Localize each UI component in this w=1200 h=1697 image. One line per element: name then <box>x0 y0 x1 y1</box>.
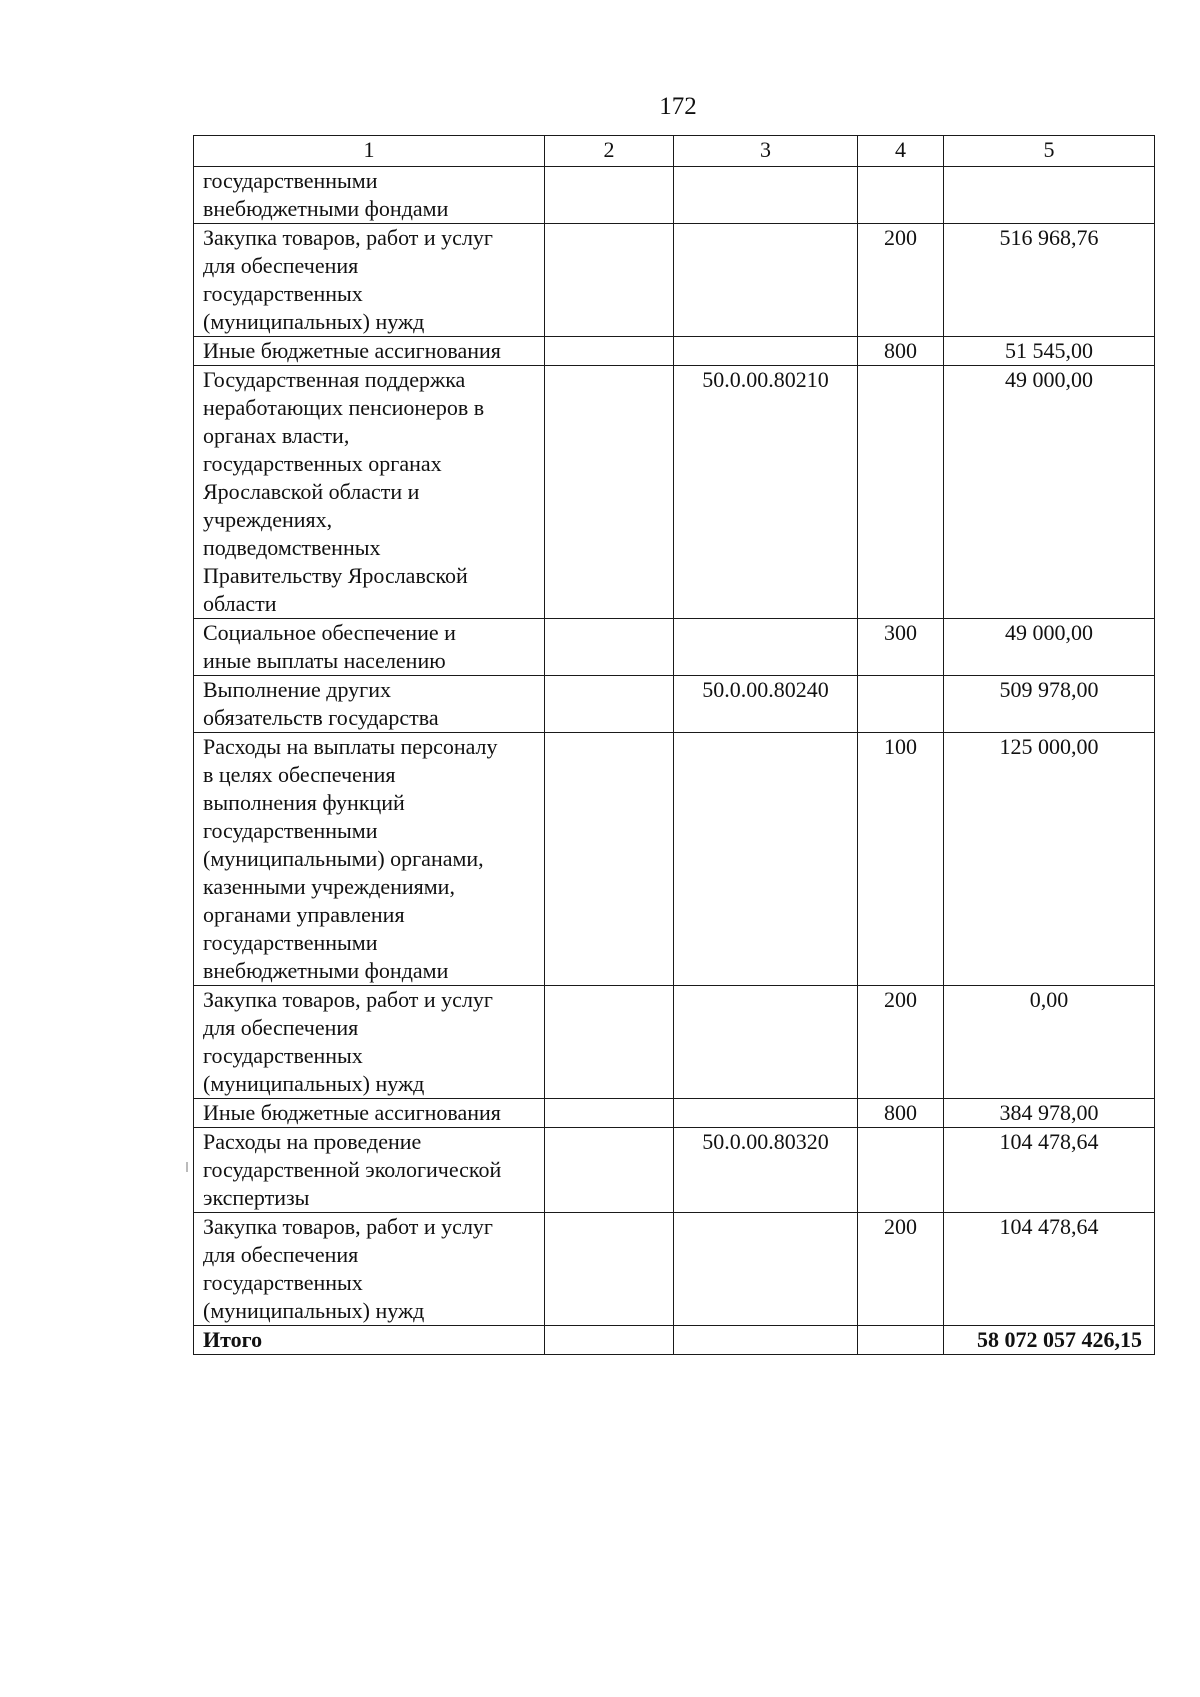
table-row <box>194 676 1155 733</box>
row-code-cell <box>674 986 858 1099</box>
row-amount-cell: 384 978,00 <box>944 1099 1155 1128</box>
total-row <box>194 1326 1155 1355</box>
row-code-cell <box>674 224 858 337</box>
table-body <box>194 167 1155 1326</box>
row-amount-cell: 125 000,00 <box>944 733 1155 986</box>
row-col2-cell <box>545 337 674 366</box>
row-code-cell <box>674 733 858 986</box>
row-type-cell: 200 <box>858 224 944 337</box>
total-cell-col4 <box>858 1326 944 1355</box>
row-col2-cell <box>545 167 674 224</box>
row-col2-cell <box>545 366 674 619</box>
row-col2-cell <box>545 676 674 733</box>
row-type-cell: 200 <box>858 1213 944 1326</box>
table-row <box>194 1213 1155 1326</box>
row-name-cell: Закупка товаров, работ и услуг для обеспечения государственных (муниципальных) нужд <box>194 1213 545 1326</box>
row-name-cell: Закупка товаров, работ и услуг для обеспечения государственных (муниципальных) нужд <box>194 986 545 1099</box>
page-number: 172 <box>659 93 697 120</box>
row-type-cell <box>858 1128 944 1213</box>
column-header-5: 5 <box>944 136 1155 167</box>
row-amount-cell: 516 968,76 <box>944 224 1155 337</box>
row-name-cell: Расходы на проведение государственной экологической экспертизы <box>194 1128 545 1213</box>
row-name-cell: Закупка товаров, работ и услуг для обеспечения государственных (муниципальных) нужд <box>194 224 545 337</box>
row-col2-cell <box>545 986 674 1099</box>
row-col2-cell <box>545 224 674 337</box>
table-row <box>194 224 1155 337</box>
row-type-cell <box>858 366 944 619</box>
row-amount-cell: 0,00 <box>944 986 1155 1099</box>
table-row <box>194 167 1155 224</box>
row-name-cell: Расходы на выплаты персоналу в целях обеспечения выполнения функций государственными (муниципальными) органами, казенными учреждениями, органами управления государственными внебюджетными фондами <box>194 733 545 986</box>
row-amount-cell: 51 545,00 <box>944 337 1155 366</box>
column-header-2: 2 <box>545 136 674 167</box>
row-code-cell <box>674 1099 858 1128</box>
row-col2-cell <box>545 1213 674 1326</box>
total-amount: 58 072 057 426,15 <box>944 1326 1155 1355</box>
total-cell-col2 <box>545 1326 674 1355</box>
row-code-cell: 50.0.00.80320 <box>674 1128 858 1213</box>
row-code-cell <box>674 1213 858 1326</box>
row-amount-cell: 104 478,64 <box>944 1213 1155 1326</box>
row-code-cell <box>674 337 858 366</box>
table-row <box>194 1128 1155 1213</box>
row-col2-cell <box>545 1128 674 1213</box>
scan-margin-mark <box>186 1162 188 1172</box>
row-type-cell <box>858 167 944 224</box>
table-row <box>194 986 1155 1099</box>
row-type-cell: 800 <box>858 1099 944 1128</box>
row-amount-cell <box>944 167 1155 224</box>
row-amount-cell: 49 000,00 <box>944 366 1155 619</box>
row-name-cell: Государственная поддержка неработающих пенсионеров в органах власти, государственных органах Ярославской области и учреждениях, подведомственных Правительству Ярославской области <box>194 366 545 619</box>
row-name-cell: Социальное обеспечение и иные выплаты населению <box>194 619 545 676</box>
table-row <box>194 366 1155 619</box>
row-col2-cell <box>545 733 674 986</box>
column-header-1: 1 <box>194 136 545 167</box>
table-row <box>194 619 1155 676</box>
row-type-cell: 100 <box>858 733 944 986</box>
column-header-3: 3 <box>674 136 858 167</box>
row-type-cell: 800 <box>858 337 944 366</box>
row-name-cell: Иные бюджетные ассигнования <box>194 337 545 366</box>
column-header-4: 4 <box>858 136 944 167</box>
table-row <box>194 337 1155 366</box>
row-type-cell: 200 <box>858 986 944 1099</box>
row-code-cell <box>674 167 858 224</box>
row-col2-cell <box>545 619 674 676</box>
budget-table <box>193 135 1155 1355</box>
row-type-cell: 300 <box>858 619 944 676</box>
row-amount-cell: 509 978,00 <box>944 676 1155 733</box>
row-col2-cell <box>545 1099 674 1128</box>
total-cell-col3 <box>674 1326 858 1355</box>
table-row <box>194 733 1155 986</box>
row-code-cell: 50.0.00.80240 <box>674 676 858 733</box>
header-row <box>194 136 1155 167</box>
row-type-cell <box>858 676 944 733</box>
row-name-cell: Иные бюджетные ассигнования <box>194 1099 545 1128</box>
table-row <box>194 1099 1155 1128</box>
row-code-cell: 50.0.00.80210 <box>674 366 858 619</box>
total-label: Итого <box>194 1326 545 1355</box>
row-name-cell: Выполнение других обязательств государства <box>194 676 545 733</box>
row-name-cell: государственными внебюджетными фондами <box>194 167 545 224</box>
row-amount-cell: 49 000,00 <box>944 619 1155 676</box>
row-amount-cell: 104 478,64 <box>944 1128 1155 1213</box>
row-code-cell <box>674 619 858 676</box>
